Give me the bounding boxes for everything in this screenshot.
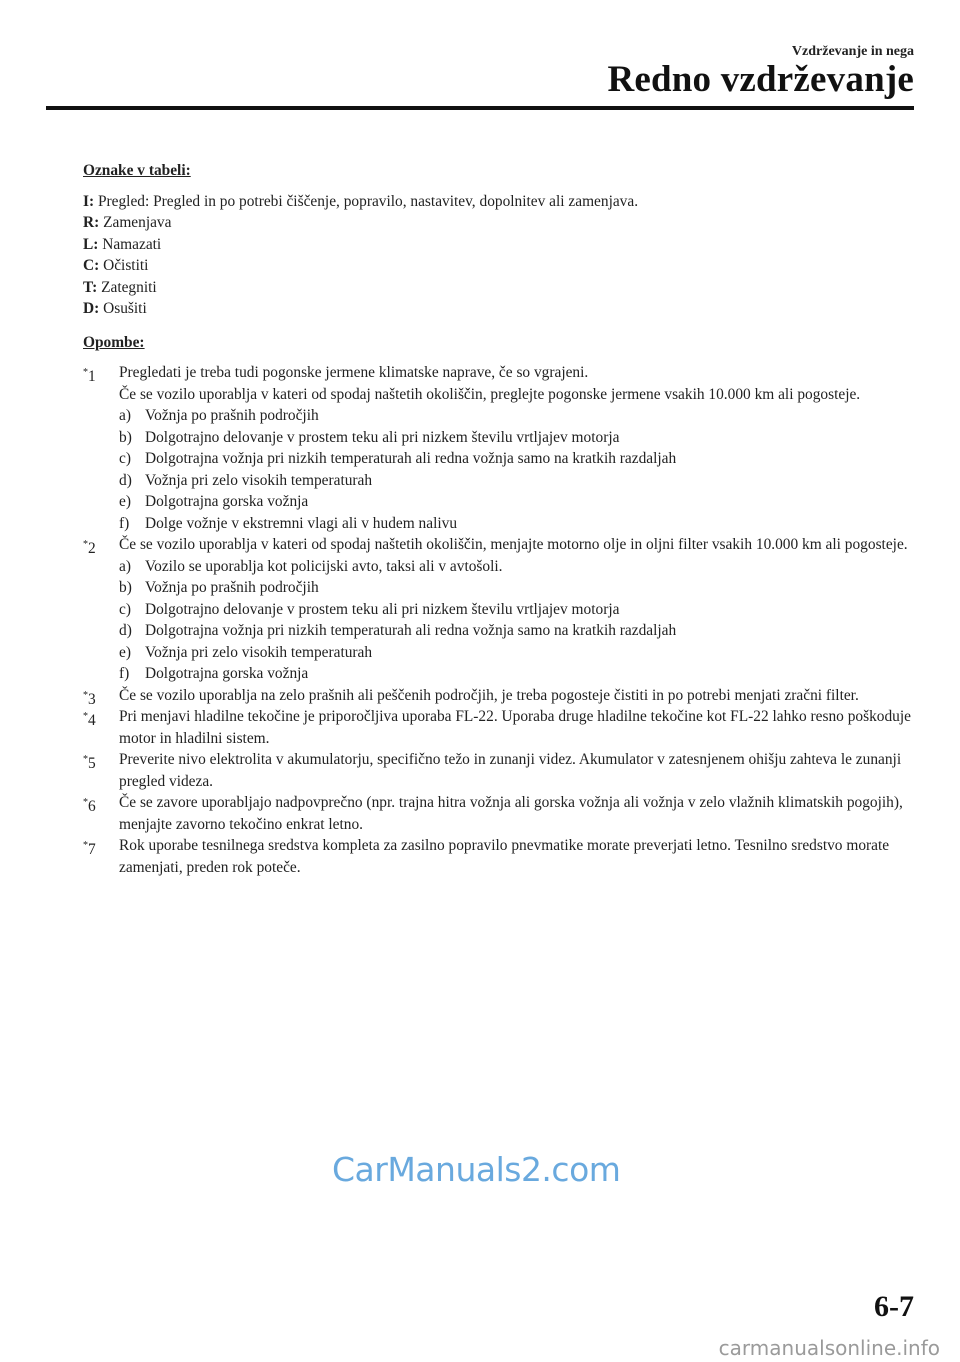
note-star: * (83, 754, 88, 765)
note-digit: 6 (88, 798, 96, 815)
sub-item-letter: a) (119, 407, 131, 424)
legend-text: Osušiti (99, 300, 147, 317)
note-digit: 7 (88, 841, 96, 858)
note-number (83, 749, 96, 775)
legend-item (83, 298, 913, 320)
note-star: * (83, 840, 88, 851)
note-text: Rok uporabe tesnilnega sredstva kompleta za zasilno popravilo pnevmatike morate preverjati letno. Tesnilno sredstvo morate zamenjati, preden rok poteče. (119, 837, 890, 876)
note-text: Če se vozilo uporablja na zelo prašnih ali peščenih področjih, je treba pogosteje čistiti in po potrebi menjati zračni filter. (119, 686, 859, 704)
note-star: * (83, 367, 88, 378)
note-sub-item (119, 620, 913, 642)
legend-code: T: (83, 278, 98, 296)
sub-item-text: Dolgotrajno delovanje v prostem teku ali pri nizkem številu vrtljajev motorja (145, 600, 620, 618)
watermark-logo: CarManuals2.com (332, 1150, 621, 1189)
note-number (83, 835, 96, 861)
note-sub-item (119, 556, 913, 578)
sub-item-text: Dolgotrajna gorska vožnja (145, 493, 309, 510)
note-sub-item (119, 470, 913, 492)
note-star: * (83, 689, 88, 701)
note-item (83, 706, 913, 749)
sub-item-letter: e) (119, 493, 131, 510)
sub-item-letter: b) (119, 579, 132, 596)
note-number (83, 792, 96, 818)
note-sub-item (119, 663, 913, 685)
legend-heading: Oznake v tabeli: (83, 162, 191, 179)
legend-code: D: (83, 300, 100, 317)
sub-item-text: Vožnja po prašnih področjih (145, 579, 319, 596)
legend-item (83, 212, 913, 234)
legend-item (83, 191, 913, 213)
header-section-title: Vzdrževanje in nega (791, 44, 914, 59)
note-item (83, 749, 913, 792)
footer-site-label: carmanualsonline.info (718, 1336, 940, 1360)
sub-item-letter: a) (119, 557, 131, 575)
sub-item-text: Vožnja pri zelo visokih temperaturah (145, 643, 373, 661)
note-item (83, 362, 913, 534)
legend-list (83, 191, 913, 320)
note-item (83, 534, 913, 685)
sub-item-letter: c) (119, 600, 131, 618)
note-sub-item (119, 448, 913, 470)
note-digit: 2 (88, 540, 96, 557)
note-text: Pri menjavi hladilne tekočine je priporočljiva uporaba FL-22. Uporaba druge hladilne tekočine kot FL-22 lahko resno poškoduje motor in hladilni sistem. (119, 708, 911, 747)
legend-code: L: (83, 235, 99, 253)
legend-item (83, 255, 913, 277)
sub-item-letter: f) (119, 514, 130, 532)
note-digit: 4 (88, 712, 96, 729)
page-title: Redno vzdrževanje (607, 59, 914, 100)
note-text: Če se vozilo uporablja v kateri od spodaj naštetih okoliščin, menjajte motorno olje in oljni filter vsakih 10.000 km ali pogosteje. (119, 536, 908, 553)
legend-item (83, 277, 913, 299)
sub-item-letter: c) (119, 450, 131, 467)
legend-item (83, 234, 913, 256)
header-divider (46, 106, 914, 110)
note-star: * (83, 797, 88, 808)
note-number (83, 534, 96, 560)
sub-item-letter: d) (119, 622, 132, 639)
sub-item-text: Dolgotrajno delovanje v prostem teku ali pri nizkem številu vrtljajev motorja (145, 428, 620, 446)
main-content (83, 160, 913, 878)
note-sub-item (119, 405, 913, 427)
note-text: Pregledati je treba tudi pogonske jermene klimatske naprave, če so vgrajeni. (119, 364, 589, 381)
note-sub-item (119, 577, 913, 599)
note-item (83, 835, 913, 878)
note-sub-item (119, 427, 913, 449)
note-sub-item (119, 513, 913, 535)
sub-item-text: Vožnja pri zelo visokih temperaturah (145, 471, 373, 489)
note-item (83, 792, 913, 835)
sub-item-text: Vozilo se uporablja kot policijski avto, taksi ali v avtošoli. (145, 557, 503, 575)
legend-code: R: (83, 214, 100, 231)
sub-item-text: Dolgotrajna vožnja pri nizkih temperaturah ali redna vožnja samo na kratkih razdaljah (145, 450, 677, 467)
note-digit: 5 (88, 755, 96, 772)
note-sub-item (119, 599, 913, 621)
page-number: 6-7 (874, 1290, 914, 1323)
sub-item-text: Dolge vožnje v ekstremni vlagi ali v hudem nalivu (145, 514, 458, 532)
note-star: * (83, 711, 88, 722)
note-number (83, 706, 96, 732)
sub-item-text: Dolgotrajna vožnja pri nizkih temperaturah ali redna vožnja samo na kratkih razdaljah (145, 622, 677, 639)
legend-text: Pregled: Pregled in po potrebi čiščenje, popravilo, nastavitev, dopolnitev ali zamenjava. (94, 192, 639, 210)
legend-text: Namazati (98, 235, 162, 253)
notes-heading: Opombe: (83, 333, 145, 351)
note-digit: 3 (88, 690, 96, 708)
legend-text: Zategniti (97, 278, 157, 296)
sub-item-letter: e) (119, 643, 131, 661)
sub-item-text: Dolgotrajna gorska vožnja (145, 665, 309, 682)
legend-text: Zamenjava (99, 214, 172, 231)
note-sub-item (119, 642, 913, 664)
legend-code: C: (83, 257, 100, 274)
note-text: Če se vozilo uporablja v kateri od spodaj naštetih okoliščin, preglejte pogonske jermene vsakih 10.000 km ali pogosteje. (119, 385, 861, 403)
legend-code: I: (83, 192, 95, 210)
legend-text: Očistiti (99, 257, 149, 274)
note-digit: 1 (88, 368, 96, 385)
sub-item-text: Vožnja po prašnih področjih (145, 407, 319, 424)
note-sub-item (119, 491, 913, 513)
note-text: Če se zavore uporabljajo nadpovprečno (npr. trajna hitra vožnja ali gorska vožnja ali vožnja v zelo vlažnih klimatskih pogojih), menjajte zavorno tekočino enkrat letno. (119, 794, 903, 833)
note-star: * (83, 539, 88, 550)
notes-list (83, 362, 913, 878)
note-number (83, 362, 96, 388)
note-text: Preverite nivo elektrolita v akumulatorju, specifično težo in zunanji videz. Akumulator v zatesnjenem ohišju zahteva le zunanji pregled videza. (119, 751, 902, 790)
sub-item-letter: f) (119, 665, 130, 682)
note-item (83, 685, 913, 707)
sub-item-letter: b) (119, 428, 132, 446)
sub-item-letter: d) (119, 471, 132, 489)
